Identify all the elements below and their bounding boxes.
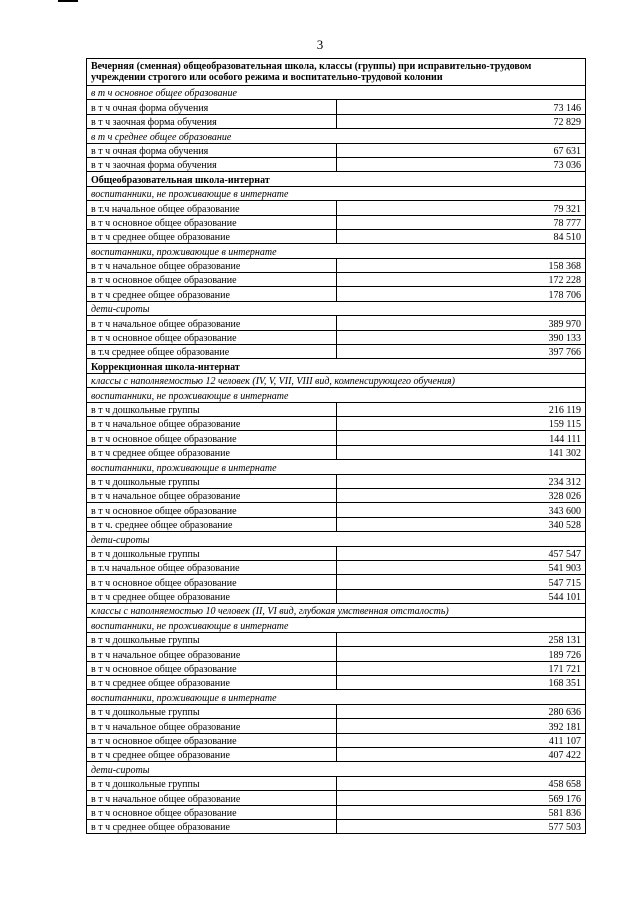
row-label: в т ч среднее общее образование (87, 287, 337, 301)
row-value: 159 115 (336, 416, 586, 430)
row-label: в т ч начальное общее образование (87, 791, 337, 805)
group-label: воспитанники, не проживающие в интернате (87, 186, 586, 200)
table-row (87, 157, 586, 171)
table-row (87, 791, 586, 805)
row-label: в т ч среднее общее образование (87, 229, 337, 243)
group-label: классы с наполняемостью 12 человек (IV, V, VII, VIII вид, компенсирующего обучения) (87, 373, 586, 387)
group-label: воспитанники, не проживающие в интернате (87, 388, 586, 402)
group-header-row (87, 301, 586, 315)
row-label: в т ч. среднее общее образование (87, 517, 337, 531)
row-value: 390 133 (336, 330, 586, 344)
group-label: воспитанники, проживающие в интернате (87, 460, 586, 474)
row-value: 216 119 (336, 402, 586, 416)
table-row (87, 676, 586, 690)
row-value: 168 351 (336, 676, 586, 690)
row-label: в т ч дошкольные группы (87, 776, 337, 790)
row-label: в т ч среднее общее образование (87, 445, 337, 459)
row-value: 581 836 (336, 805, 586, 819)
table-row (87, 316, 586, 330)
row-label: в т.ч среднее общее образование (87, 345, 337, 359)
row-label: в т ч начальное общее образование (87, 316, 337, 330)
row-label: в т ч основное общее образование (87, 733, 337, 747)
group-header-row (87, 86, 586, 100)
row-value: 392 181 (336, 719, 586, 733)
table-row (87, 719, 586, 733)
row-label: в т ч начальное общее образование (87, 488, 337, 502)
group-header-row (87, 186, 586, 200)
section-header-row (87, 59, 586, 86)
row-value: 547 715 (336, 575, 586, 589)
table-row (87, 445, 586, 459)
table-row (87, 330, 586, 344)
group-header-row (87, 388, 586, 402)
table-row (87, 503, 586, 517)
group-header-row (87, 618, 586, 632)
row-value: 457 547 (336, 546, 586, 560)
row-value: 343 600 (336, 503, 586, 517)
group-label: воспитанники, не проживающие в интернате (87, 618, 586, 632)
table-row (87, 805, 586, 819)
row-label: в т.ч начальное общее образование (87, 201, 337, 215)
section-header-row (87, 172, 586, 186)
group-header-row (87, 129, 586, 143)
row-value: 171 721 (336, 661, 586, 675)
tariff-table-body (87, 59, 586, 834)
table-row (87, 345, 586, 359)
row-label: в т ч основное общее образование (87, 575, 337, 589)
group-header-row (87, 244, 586, 258)
row-value: 389 970 (336, 316, 586, 330)
row-label: в т.ч начальное общее образование (87, 560, 337, 574)
row-label: в т ч основное общее образование (87, 503, 337, 517)
row-label: в т ч основное общее образование (87, 431, 337, 445)
group-header-row (87, 532, 586, 546)
row-value: 397 766 (336, 345, 586, 359)
group-header-row (87, 690, 586, 704)
row-label: в т ч начальное общее образование (87, 416, 337, 430)
table-row (87, 402, 586, 416)
group-label: в т ч среднее общее образование (87, 129, 586, 143)
row-value: 407 422 (336, 747, 586, 761)
row-label: в т ч дошкольные группы (87, 474, 337, 488)
group-header-row (87, 460, 586, 474)
table-row (87, 258, 586, 272)
group-label: воспитанники, проживающие в интернате (87, 244, 586, 258)
page-number: 3 (316, 37, 324, 52)
row-value: 411 107 (336, 733, 586, 747)
row-label: в т ч среднее общее образование (87, 747, 337, 761)
row-label: в т ч среднее общее образование (87, 676, 337, 690)
group-label: классы с наполняемостью 10 человек (II, VI вид, глубокая умственная отсталость) (87, 604, 586, 618)
table-row (87, 819, 586, 833)
table-row (87, 100, 586, 114)
row-label: в т ч среднее общее образование (87, 589, 337, 603)
row-label: в т ч основное общее образование (87, 661, 337, 675)
row-value: 541 903 (336, 560, 586, 574)
table-row (87, 416, 586, 430)
row-value: 141 302 (336, 445, 586, 459)
table-row (87, 776, 586, 790)
row-value: 280 636 (336, 704, 586, 718)
row-label: в т ч очная форма обучения (87, 100, 337, 114)
row-label: в т ч основное общее образование (87, 215, 337, 229)
table-row (87, 517, 586, 531)
table-row (87, 747, 586, 761)
table-row (87, 287, 586, 301)
table-row (87, 431, 586, 445)
row-label: в т ч заочная форма обучения (87, 114, 337, 128)
row-value: 577 503 (336, 819, 586, 833)
section-title: Общеобразовательная школа-интернат (87, 172, 586, 186)
section-title: Коррекционная школа-интернат (87, 359, 586, 373)
table-row (87, 589, 586, 603)
table-row (87, 632, 586, 646)
row-label: в т ч дошкольные группы (87, 704, 337, 718)
row-label: в т ч дошкольные группы (87, 402, 337, 416)
row-label: в т ч дошкольные группы (87, 546, 337, 560)
group-label: воспитанники, проживающие в интернате (87, 690, 586, 704)
row-value: 78 777 (336, 215, 586, 229)
row-label: в т ч очная форма обучения (87, 143, 337, 157)
table-row (87, 201, 586, 215)
section-header-row (87, 359, 586, 373)
row-value: 73 036 (336, 157, 586, 171)
table-row (87, 215, 586, 229)
row-value: 73 146 (336, 100, 586, 114)
table-row (87, 575, 586, 589)
table-row (87, 647, 586, 661)
row-value: 144 111 (336, 431, 586, 445)
row-label: в т ч заочная форма обучения (87, 157, 337, 171)
table-row (87, 560, 586, 574)
row-value: 172 228 (336, 273, 586, 287)
row-label: в т ч основное общее образование (87, 330, 337, 344)
group-header-row (87, 373, 586, 387)
row-value: 258 131 (336, 632, 586, 646)
row-value: 234 312 (336, 474, 586, 488)
tariff-table (86, 58, 586, 834)
row-label: в т ч основное общее образование (87, 805, 337, 819)
scan-mark (58, 0, 78, 2)
row-value: 569 176 (336, 791, 586, 805)
group-label: дети-сироты (87, 301, 586, 315)
group-label: в т ч основное общее образование (87, 86, 586, 100)
table-row (87, 733, 586, 747)
table-row (87, 474, 586, 488)
row-value: 67 631 (336, 143, 586, 157)
table-row (87, 273, 586, 287)
table-row (87, 546, 586, 560)
row-value: 544 101 (336, 589, 586, 603)
row-label: в т ч начальное общее образование (87, 647, 337, 661)
group-header-row (87, 762, 586, 776)
row-value: 72 829 (336, 114, 586, 128)
row-value: 178 706 (336, 287, 586, 301)
row-value: 340 528 (336, 517, 586, 531)
row-value: 79 321 (336, 201, 586, 215)
row-value: 84 510 (336, 229, 586, 243)
row-label: в т ч основное общее образование (87, 273, 337, 287)
row-label: в т ч среднее общее образование (87, 819, 337, 833)
row-value: 189 726 (336, 647, 586, 661)
row-value: 458 658 (336, 776, 586, 790)
table-row (87, 229, 586, 243)
row-label: в т ч дошкольные группы (87, 632, 337, 646)
table-row (87, 488, 586, 502)
row-label: в т ч начальное общее образование (87, 258, 337, 272)
table-row (87, 114, 586, 128)
group-header-row (87, 604, 586, 618)
table-row (87, 704, 586, 718)
table-row (87, 143, 586, 157)
row-value: 158 368 (336, 258, 586, 272)
row-value: 328 026 (336, 488, 586, 502)
group-label: дети-сироты (87, 762, 586, 776)
group-label: дети-сироты (87, 532, 586, 546)
row-label: в т ч начальное общее образование (87, 719, 337, 733)
table-row (87, 661, 586, 675)
section-title: Вечерняя (сменная) общеобразовательная школа, классы (группы) при исправительно-трудовом учреждении строгого или особого режима и воспитательно-трудовой колонии (87, 59, 586, 86)
